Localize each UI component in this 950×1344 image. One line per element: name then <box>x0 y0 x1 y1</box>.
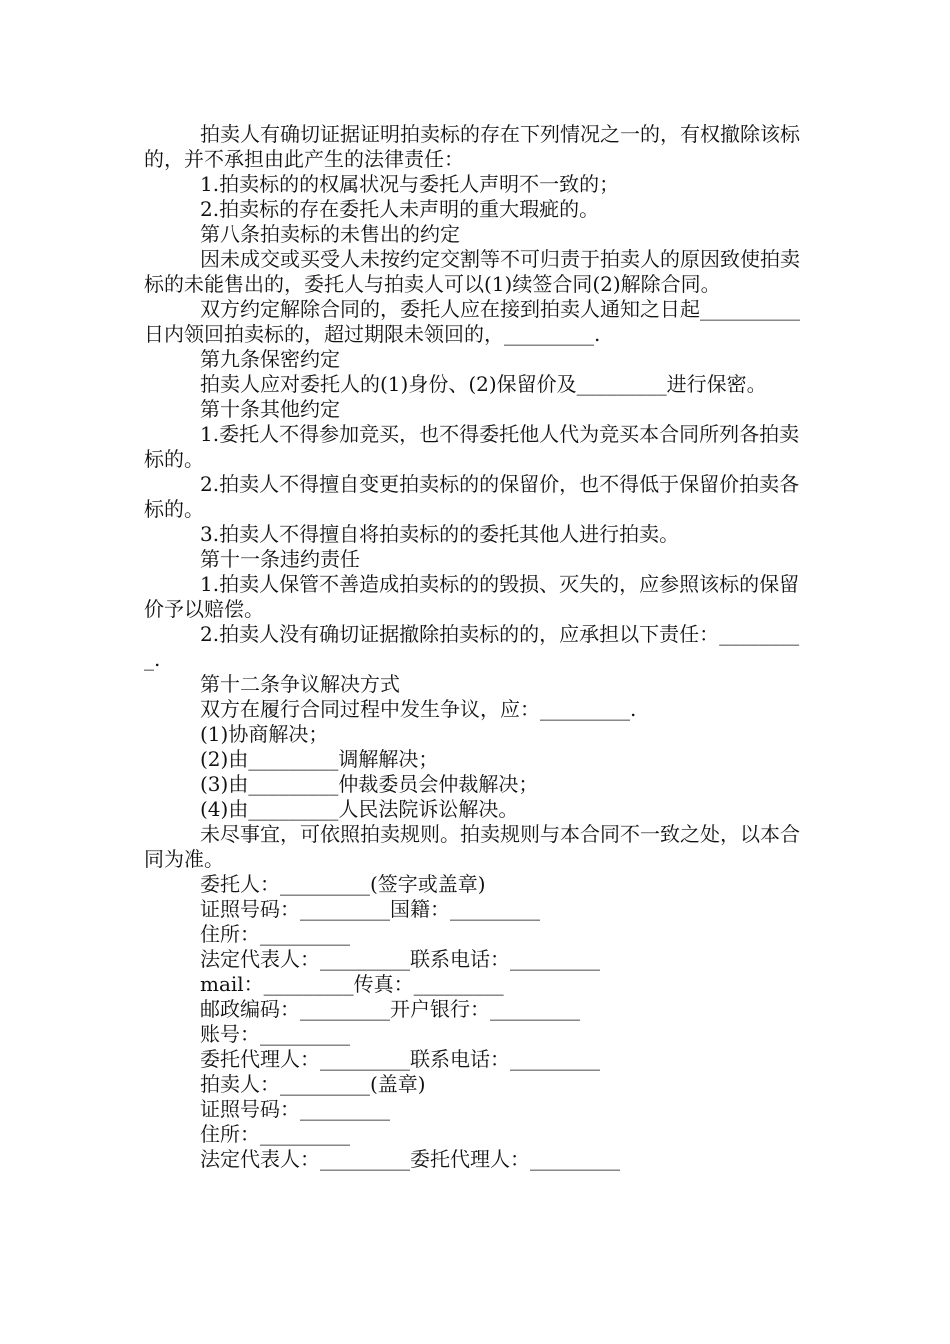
signature-line: 委托代理人：_________联系电话：_________ <box>200 1047 600 1071</box>
section-heading: 第十一条违约责任 <box>200 547 360 571</box>
clause-paragraph: 双方在履行合同过程中发生争议，应：_________. <box>200 697 637 721</box>
clause-paragraph: 拍卖人有确切证据证明拍卖标的存在下列情况之一的，有权撤除该标的，并不承担由此产生的法律责任： <box>144 122 800 171</box>
clause-paragraph: 因未成交或买受人未按约定交割等不可归责于拍卖人的原因致使拍卖标的未能售出的，委托人与拍卖人可以(1)续签合同(2)解除合同。 <box>144 247 800 296</box>
signature-line: 委托人：_________(签字或盖章) <box>200 872 486 896</box>
clause-paragraph: 双方约定解除合同的，委托人应在接到拍卖人通知之日起__________日内领回拍卖标的，超过期限未领回的，_________. <box>144 297 800 346</box>
section-heading: 第九条保密约定 <box>200 347 340 371</box>
clause-paragraph: 2.拍卖人不得擅自变更拍卖标的的保留价，也不得低于保留价拍卖各标的。 <box>144 472 800 521</box>
signature-line: 法定代表人：_________联系电话：_________ <box>200 947 600 971</box>
contract-page <box>144 122 812 1172</box>
signature-line: 证照号码：_________ <box>200 1097 390 1121</box>
clause-paragraph: 1.委托人不得参加竞买，也不得委托他人代为竞买本合同所列各拍卖标的。 <box>144 422 800 471</box>
clause-paragraph: (2)由_________调解解决； <box>200 747 439 771</box>
clause-paragraph: 1.拍卖人保管不善造成拍卖标的的毁损、灭失的，应参照该标的保留价予以赔偿。 <box>144 572 800 621</box>
section-heading: 第十条其他约定 <box>200 397 340 421</box>
clause-paragraph: 3.拍卖人不得擅自将拍卖标的的委托其他人进行拍卖。 <box>200 522 680 546</box>
clause-paragraph: (3)由_________仲裁委员会仲裁解决； <box>200 772 539 796</box>
clause-paragraph: 2.拍卖标的存在委托人未声明的重大瑕疵的。 <box>200 197 600 221</box>
clause-paragraph: 1.拍卖标的的权属状况与委托人声明不一致的； <box>200 172 620 196</box>
clause-paragraph: (1)协商解决； <box>200 722 329 746</box>
clause-paragraph: 2.拍卖人没有确切证据撤除拍卖标的的，应承担以下责任：_________. <box>144 622 800 671</box>
signature-line: 邮政编码：_________开户银行：_________ <box>200 997 580 1021</box>
signature-line: 拍卖人：_________(盖章) <box>200 1072 426 1096</box>
signature-line: 账号：_________ <box>200 1022 350 1046</box>
signature-line: 法定代表人：_________委托代理人：_________ <box>200 1147 620 1171</box>
signature-line: 住所：_________ <box>200 922 350 946</box>
clause-paragraph: 未尽事宜，可依照拍卖规则。拍卖规则与本合同不一致之处，以本合同为准。 <box>144 822 800 871</box>
clause-paragraph: (4)由_________人民法院诉讼解决。 <box>200 797 519 821</box>
clause-paragraph: 拍卖人应对委托人的(1)身份、(2)保留价及_________进行保密。 <box>200 372 767 396</box>
section-heading: 第十二条争议解决方式 <box>200 672 400 696</box>
section-heading: 第八条拍卖标的未售出的约定 <box>200 222 460 246</box>
signature-line: 住所：_________ <box>200 1122 350 1146</box>
signature-line: mail：_________传真：_________ <box>200 972 504 996</box>
signature-line: 证照号码：_________国籍：_________ <box>200 897 540 921</box>
